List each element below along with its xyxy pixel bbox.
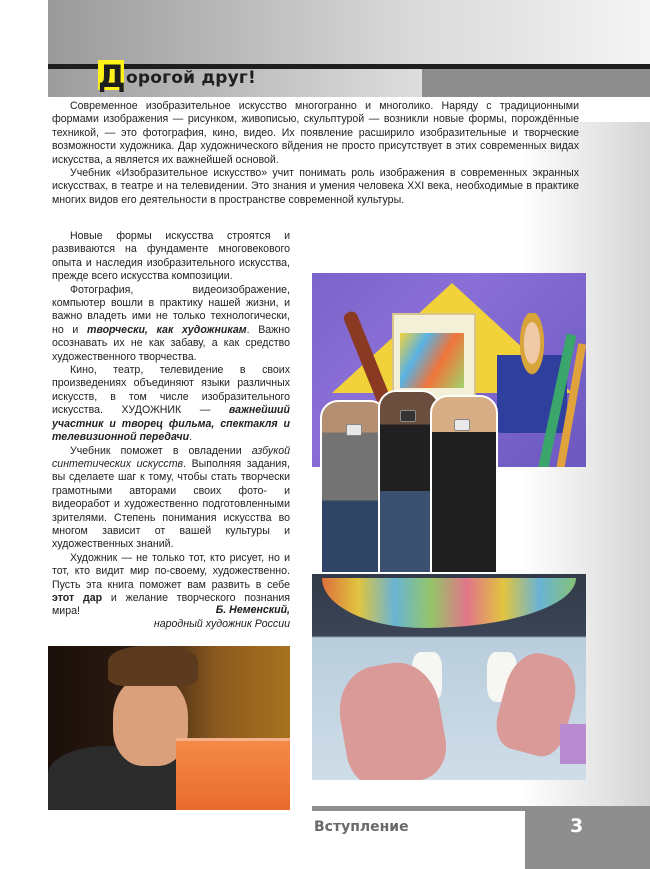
paragraph-photo-video [52,284,290,364]
column-text [52,230,290,619]
author-role: народный художник России [153,618,290,630]
camera-icon [454,419,470,431]
camera-icon [346,424,362,436]
page-title: орогой друг! [126,68,256,88]
photo-polar-bears [312,574,586,780]
emphasis: важнейший участник и творец фильма, спектакля и телевизионной передачи [52,404,290,444]
italic-term: азбукой синтетических искусств [52,444,290,470]
page-number-box [525,811,650,869]
intro-paragraph-1: Современное изобразительное искусство многогранно и многолико. Наряду с традиционными формами изображения — рисунком, живописью, скульптурой — возникли новые формы, порождённые техникой, — это фотография, кино, видео. Их появление расширило изобразительные и творческие возможности художника. Дар художнического вйдения не просто присутствует в этих современных видах искусства, а является их важнейшей основой. [52,100,579,166]
section-title: Вступление [314,819,409,835]
text: . Выполняя задания, вы сделаете шаг к тому, чтобы стать творчески грамотными авторами своих фото- и видеоработ и художественно подготовленными зрителями. Степень понимания искусства во многом зависит от вашей культуры и художественных знаний. [52,457,290,551]
title-initial-letter [98,59,126,95]
text: . Важно осознавать их не как забаву, а как средство художественного творчества. [52,323,290,363]
page-number: 3 [570,815,584,837]
paragraph-new-forms: Новые формы искусства строятся и развиваются на фундаменте многовекового опыта и наследия изобразительного искусства, прежде всего искусства композиции. [52,230,290,283]
paragraph-textbook-help [52,445,290,552]
bold-term: этот дар [52,591,103,604]
text: Художник — не только тот, кто рисует, но и тот, кто видит мир по-своему, художественно. Пусть эта книга поможет вам развить в себе [52,551,290,591]
boy-hair [108,646,198,686]
text: Учебник поможет в овладении [70,444,252,457]
signature [110,603,290,631]
teen-figure [430,395,498,574]
photo-teens-with-cameras [318,378,498,574]
text: . [189,431,193,444]
paragraph-cinema-theatre [52,364,290,444]
text: и желание творческого познания мира! [52,591,291,618]
title-band-right [422,69,650,97]
title-initial-text: Д [98,59,126,95]
camera-icon [400,410,416,422]
intro-paragraph-2: Учебник «Изобразительное искусство» учит понимать роль изображения в современных экранных искусствах, в театре и на телевидении. Это знания и умения человека XXI века, необходимые в практике многих видов его деятельности в пространстве современной культуры. [52,167,579,206]
emphasis: творчески, как художникам [87,323,247,336]
photo-boy-laptop [48,646,290,810]
text: Фотография, видеоизображение, компьютер вошли в практику нашей жизни, и важно владеть ими не только технологически, но и [52,283,290,336]
sleeve [560,724,586,764]
intro-text [52,100,579,207]
header-band [48,0,650,66]
text: Кино, театр, телевидение в своих произведениях объединяют языки различных искусств, в том числе изобразительного искусства. ХУДОЖНИК — [52,364,290,417]
aurora-painting [322,578,576,628]
author-name: Б. Неменский, [215,604,290,616]
laptop [176,738,290,810]
